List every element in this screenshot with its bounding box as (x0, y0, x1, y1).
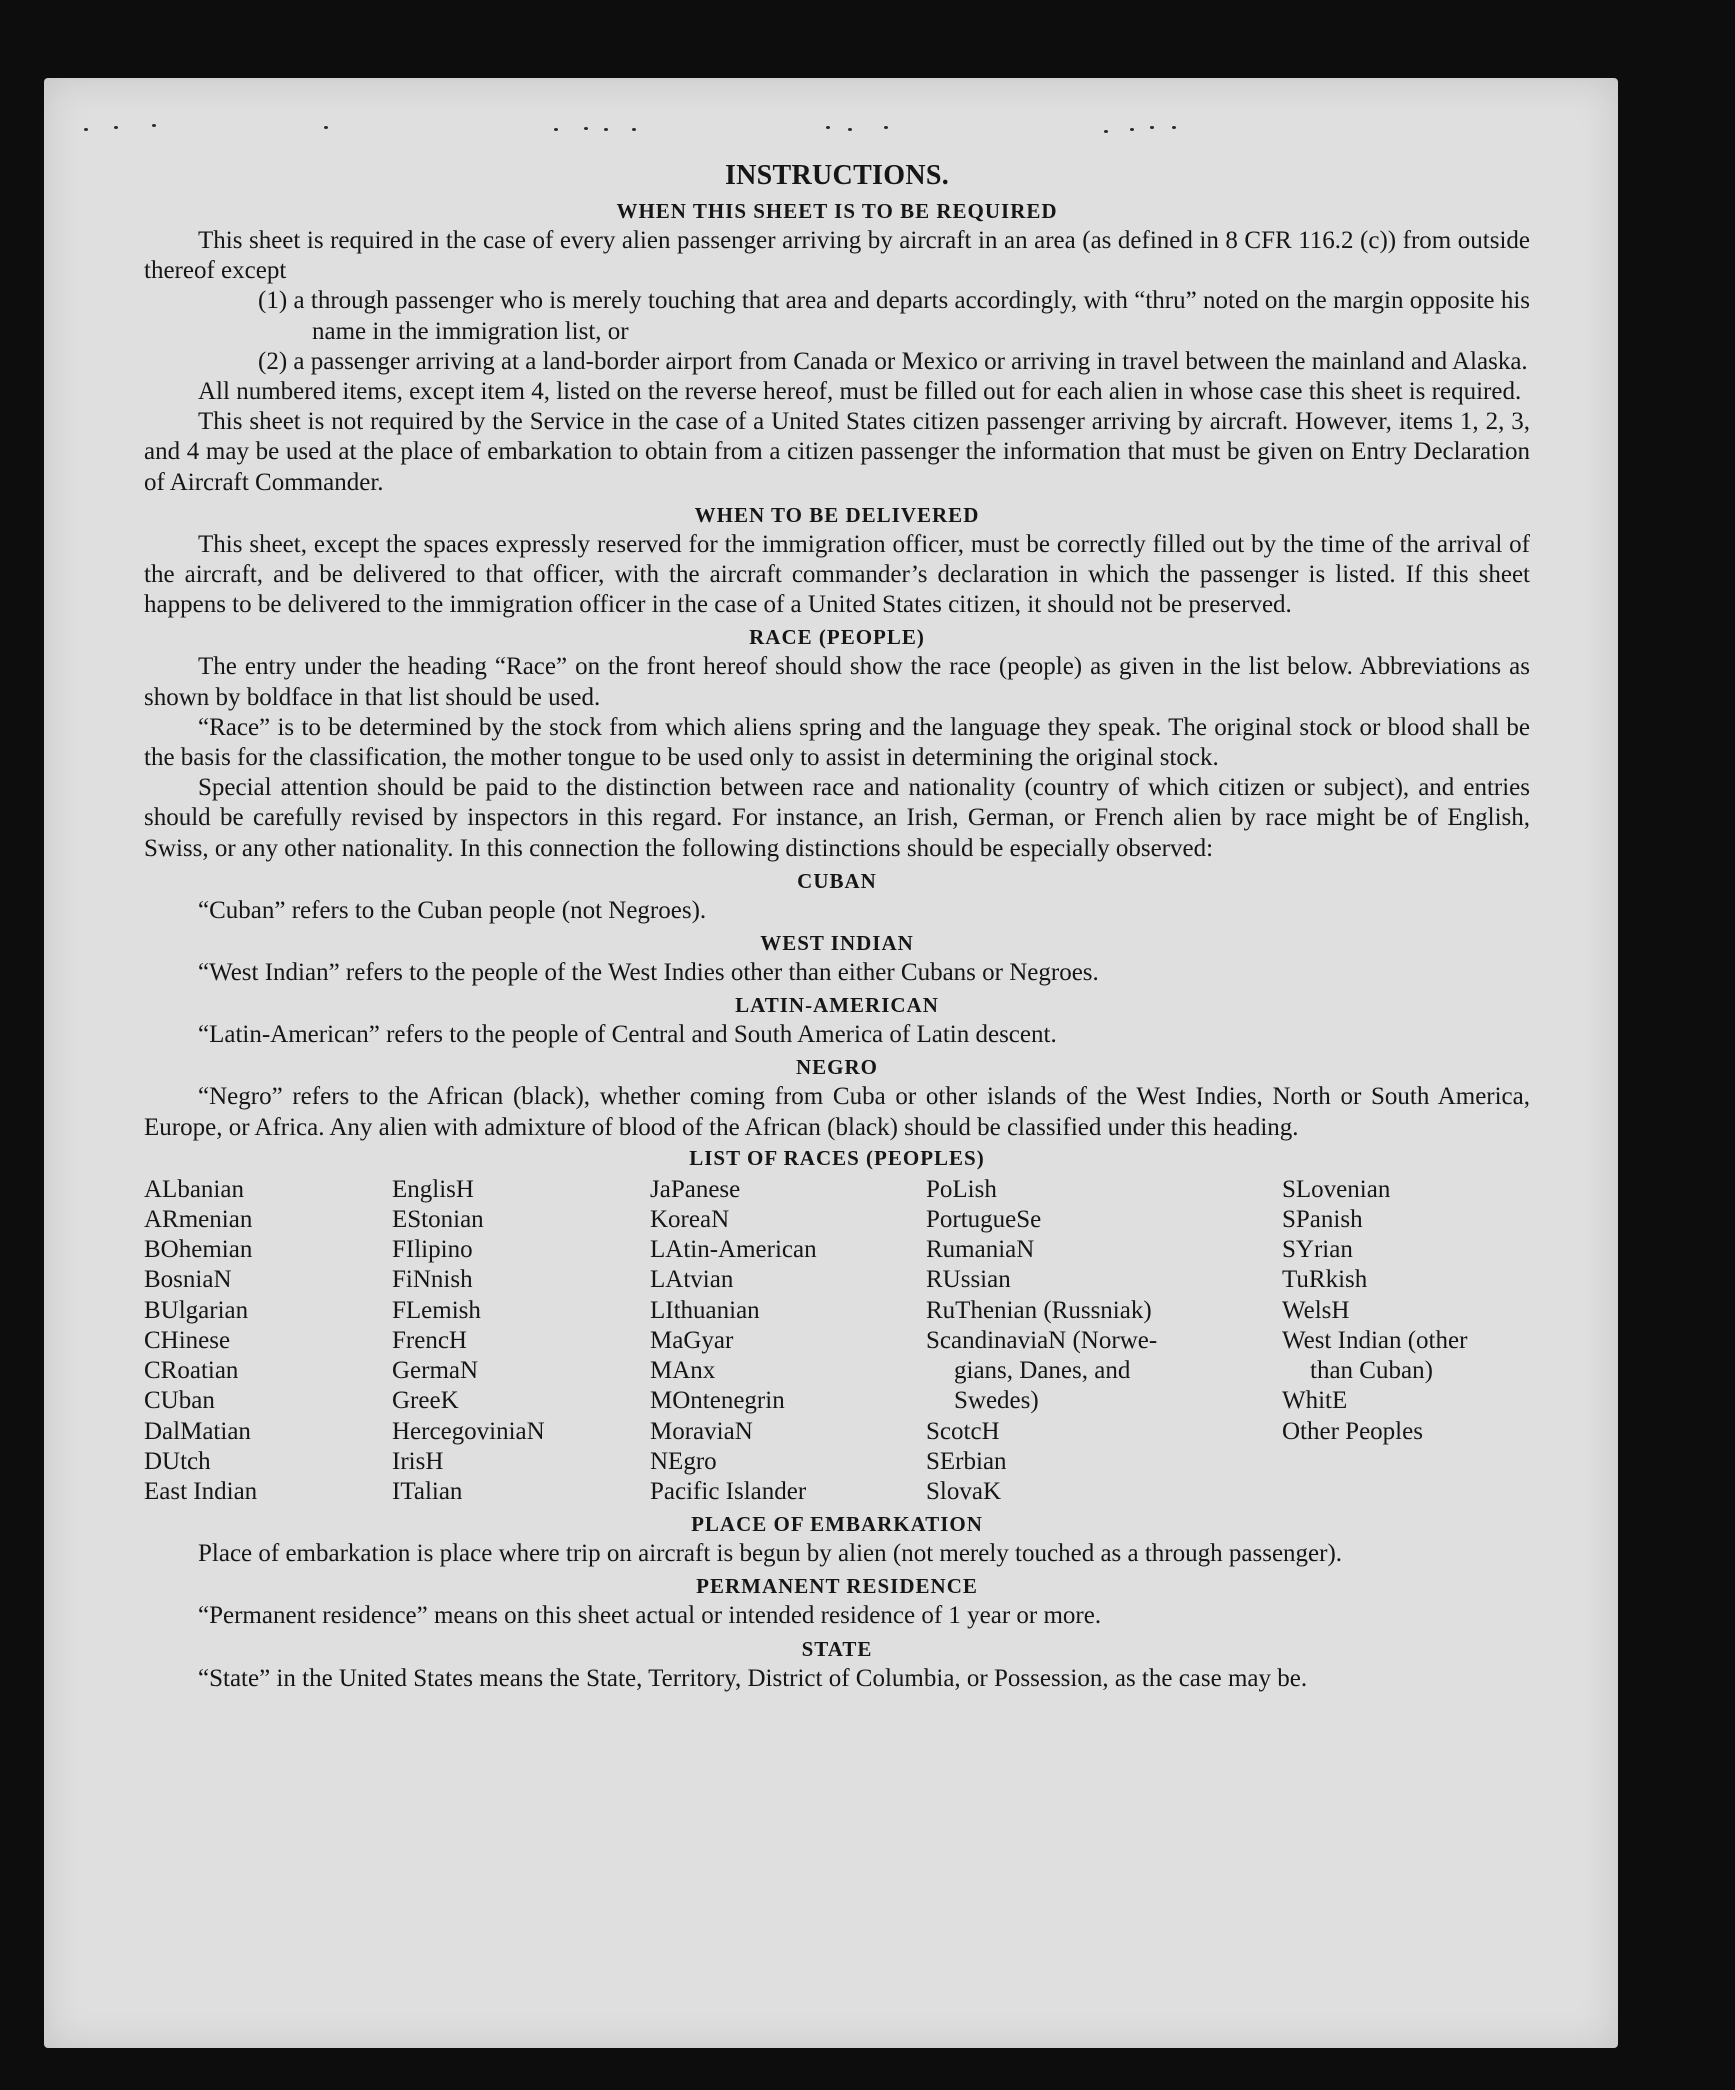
race-item: RumaniaN (926, 1236, 1035, 1264)
race-item: SlovaK (926, 1477, 1001, 1505)
races-column-5 (1282, 1175, 1530, 1507)
race-item: CHinese (144, 1326, 231, 1354)
exception-item-1: (1) a through passenger who is merely touching that area and departs accordingly, with “thru” noted on the margin opposite his name in the immigration list, or (258, 287, 1530, 345)
races-column-3 (650, 1175, 926, 1507)
race-item-continued: gians, Danes, and (954, 1357, 1131, 1385)
races-column-4 (926, 1175, 1282, 1507)
race-item: SLovenian (1282, 1175, 1391, 1203)
race-item-continued: than Cuban) (1310, 1357, 1433, 1385)
paragraph-race-determination: “Race” is to be determined by the stock from which aliens spring and the language they speak. The original stock or blood shall be the basis for the classification, the mother tongue to be used only to assist in determining the original stock. (144, 713, 1530, 772)
race-item: LAtvian (650, 1266, 734, 1294)
heading-latin-american: LATIN-AMERICAN (735, 993, 939, 1018)
race-item: WelsH (1282, 1296, 1350, 1324)
heading-race: RACE (PEOPLE) (749, 625, 925, 650)
paragraph-negro: “Negro” refers to the African (black), whether coming from Cuba or other islands of the West Indies, North or South America, Europe, or Africa. Any alien with admixture of blood of the African (black) should be classified under this heading. (144, 1083, 1530, 1141)
races-list (144, 1175, 1530, 1507)
race-item: ScotcH (926, 1417, 1000, 1445)
race-item: MoraviaN (650, 1417, 753, 1445)
exception-item-2: (2) a passenger arriving at a land-border airport from Canada or Mexico or arriving in travel between the mainland and Alaska. (258, 347, 1528, 375)
races-column-2 (392, 1175, 650, 1507)
race-item: MAnx (650, 1357, 716, 1385)
heading-state: STATE (801, 1636, 873, 1661)
race-item: JaPanese (650, 1175, 741, 1203)
race-item: PoLish (926, 1175, 997, 1203)
paragraph-race-nationality: Special attention should be paid to the distinction between race and nationality (country of which citizen or subject), and entries should be carefully revised by inspectors in this regard. For instance, an Irish, German, or French alien by race might be of English, Swiss, or any other nationality. In this connection the following distinctions should be especially observed: (144, 774, 1530, 862)
paragraph-race-entry: The entry under the heading “Race” on the front hereof should show the race (people) as given in the list below. Abbreviations as shown by boldface in that list should be used. (144, 653, 1530, 711)
race-item: East Indian (144, 1477, 258, 1505)
page-title: INSTRUCTIONS. (724, 160, 950, 191)
race-item: GreeK (392, 1387, 459, 1415)
race-item: RUssian (926, 1266, 1011, 1294)
heading-negro: NEGRO (795, 1055, 878, 1080)
race-item: CRoatian (144, 1357, 239, 1385)
paragraph-delivery: This sheet, except the spaces expressly reserved for the immigration officer, must be correctly filled out by the time of the arrival of the aircraft, and be delivered to that officer, with the aircraft commander’s declaration in which the passenger is listed. If this sheet happens to be delivered to the immigration officer in the case of a United States citizen, it should not be preserved. (144, 530, 1530, 619)
paragraph-latin-american: “Latin-American” refers to the people of Central and South America of Latin descent. (198, 1021, 1057, 1049)
race-item: DalMatian (144, 1417, 251, 1445)
instructions-content (144, 158, 1530, 1694)
heading-when-delivered: WHEN TO BE DELIVERED (694, 502, 980, 527)
race-item: SErbian (926, 1447, 1007, 1475)
race-item: FIlipino (392, 1236, 473, 1264)
heading-when-required: WHEN THIS SHEET IS TO BE REQUIRED (616, 199, 1058, 223)
paragraph-cuban: “Cuban” refers to the Cuban people (not Negroes). (198, 896, 707, 924)
paragraph-embarkation: Place of embarkation is place where trip on aircraft is begun by alien (not merely touched as a through passenger). (198, 1540, 1343, 1568)
race-item: LIthuanian (650, 1296, 760, 1324)
race-item: IrisH (392, 1447, 444, 1475)
races-column-1 (144, 1175, 392, 1507)
race-item: SYrian (1282, 1236, 1353, 1264)
document-sheet (44, 78, 1618, 2048)
race-item: MaGyar (650, 1326, 734, 1354)
race-item: West Indian (other (1282, 1326, 1468, 1354)
race-item: HercegoviniaN (392, 1417, 545, 1445)
race-item: PortugueSe (926, 1206, 1042, 1234)
race-item: Pacific Islander (650, 1477, 807, 1505)
paragraph-citizen-passenger: This sheet is not required by the Service in the case of a United States citizen passenger arriving by aircraft. However, items 1, 2, 3, and 4 may be used at the place of embarkation to obtain from a citizen passenger the information that must be given on Entry Declaration of Aircraft Commander. (144, 408, 1530, 496)
race-item: ITalian (392, 1477, 463, 1505)
race-item-continued: Swedes) (954, 1387, 1039, 1415)
paragraph-required-intro: This sheet is required in the case of every alien passenger arriving by aircraft in an area (as defined in 8 CFR 116.2 (c)) from outside thereof except (144, 227, 1530, 285)
race-item: ARmenian (144, 1206, 253, 1234)
race-item: KoreaN (650, 1206, 730, 1234)
race-item: FLemish (392, 1296, 481, 1324)
race-item: BUlgarian (144, 1296, 249, 1324)
paragraph-state: “State” in the United States means the State, Territory, District of Columbia, or Possession, as the case may be. (198, 1664, 1308, 1692)
race-item: LAtin-American (650, 1236, 817, 1264)
race-item: NEgro (650, 1447, 717, 1475)
race-item: SPanish (1282, 1206, 1363, 1234)
punch-marks (84, 116, 1574, 146)
race-item: GermaN (392, 1357, 479, 1385)
race-item: ALbanian (144, 1175, 244, 1203)
race-item: EnglisH (392, 1175, 474, 1203)
paragraph-permanent-residence: “Permanent residence” means on this sheet actual or intended residence of 1 year or more. (198, 1602, 1102, 1630)
race-item: DUtch (144, 1447, 211, 1475)
race-item: MOntenegrin (650, 1387, 785, 1415)
race-item: BosniaN (144, 1266, 232, 1294)
race-item: RuThenian (Russniak) (926, 1296, 1152, 1324)
heading-list-of-races: LIST OF RACES (PEOPLES) (689, 1145, 985, 1170)
race-item: TuRkish (1282, 1266, 1368, 1294)
race-item: CUban (144, 1387, 215, 1415)
race-item: FrencH (392, 1326, 467, 1354)
heading-place-of-embarkation: PLACE OF EMBARKATION (691, 1512, 983, 1537)
race-item: Other Peoples (1282, 1417, 1423, 1445)
paragraph-west-indian: “West Indian” refers to the people of the West Indies other than either Cubans or Negroes. (198, 959, 1099, 987)
race-item: WhitE (1282, 1387, 1348, 1415)
heading-cuban: CUBAN (797, 868, 877, 893)
heading-permanent-residence: PERMANENT RESIDENCE (696, 1574, 978, 1599)
paragraph-numbered-items: All numbered items, except item 4, listed on the reverse hereof, must be filled out for each alien in whose case this sheet is required. (198, 378, 1522, 406)
heading-west-indian: WEST INDIAN (760, 931, 914, 956)
race-item: EStonian (392, 1206, 484, 1234)
race-item: BOhemian (144, 1236, 253, 1264)
race-item: FiNnish (392, 1266, 473, 1294)
race-item: ScandinaviaN (Norwe- (926, 1326, 1158, 1354)
